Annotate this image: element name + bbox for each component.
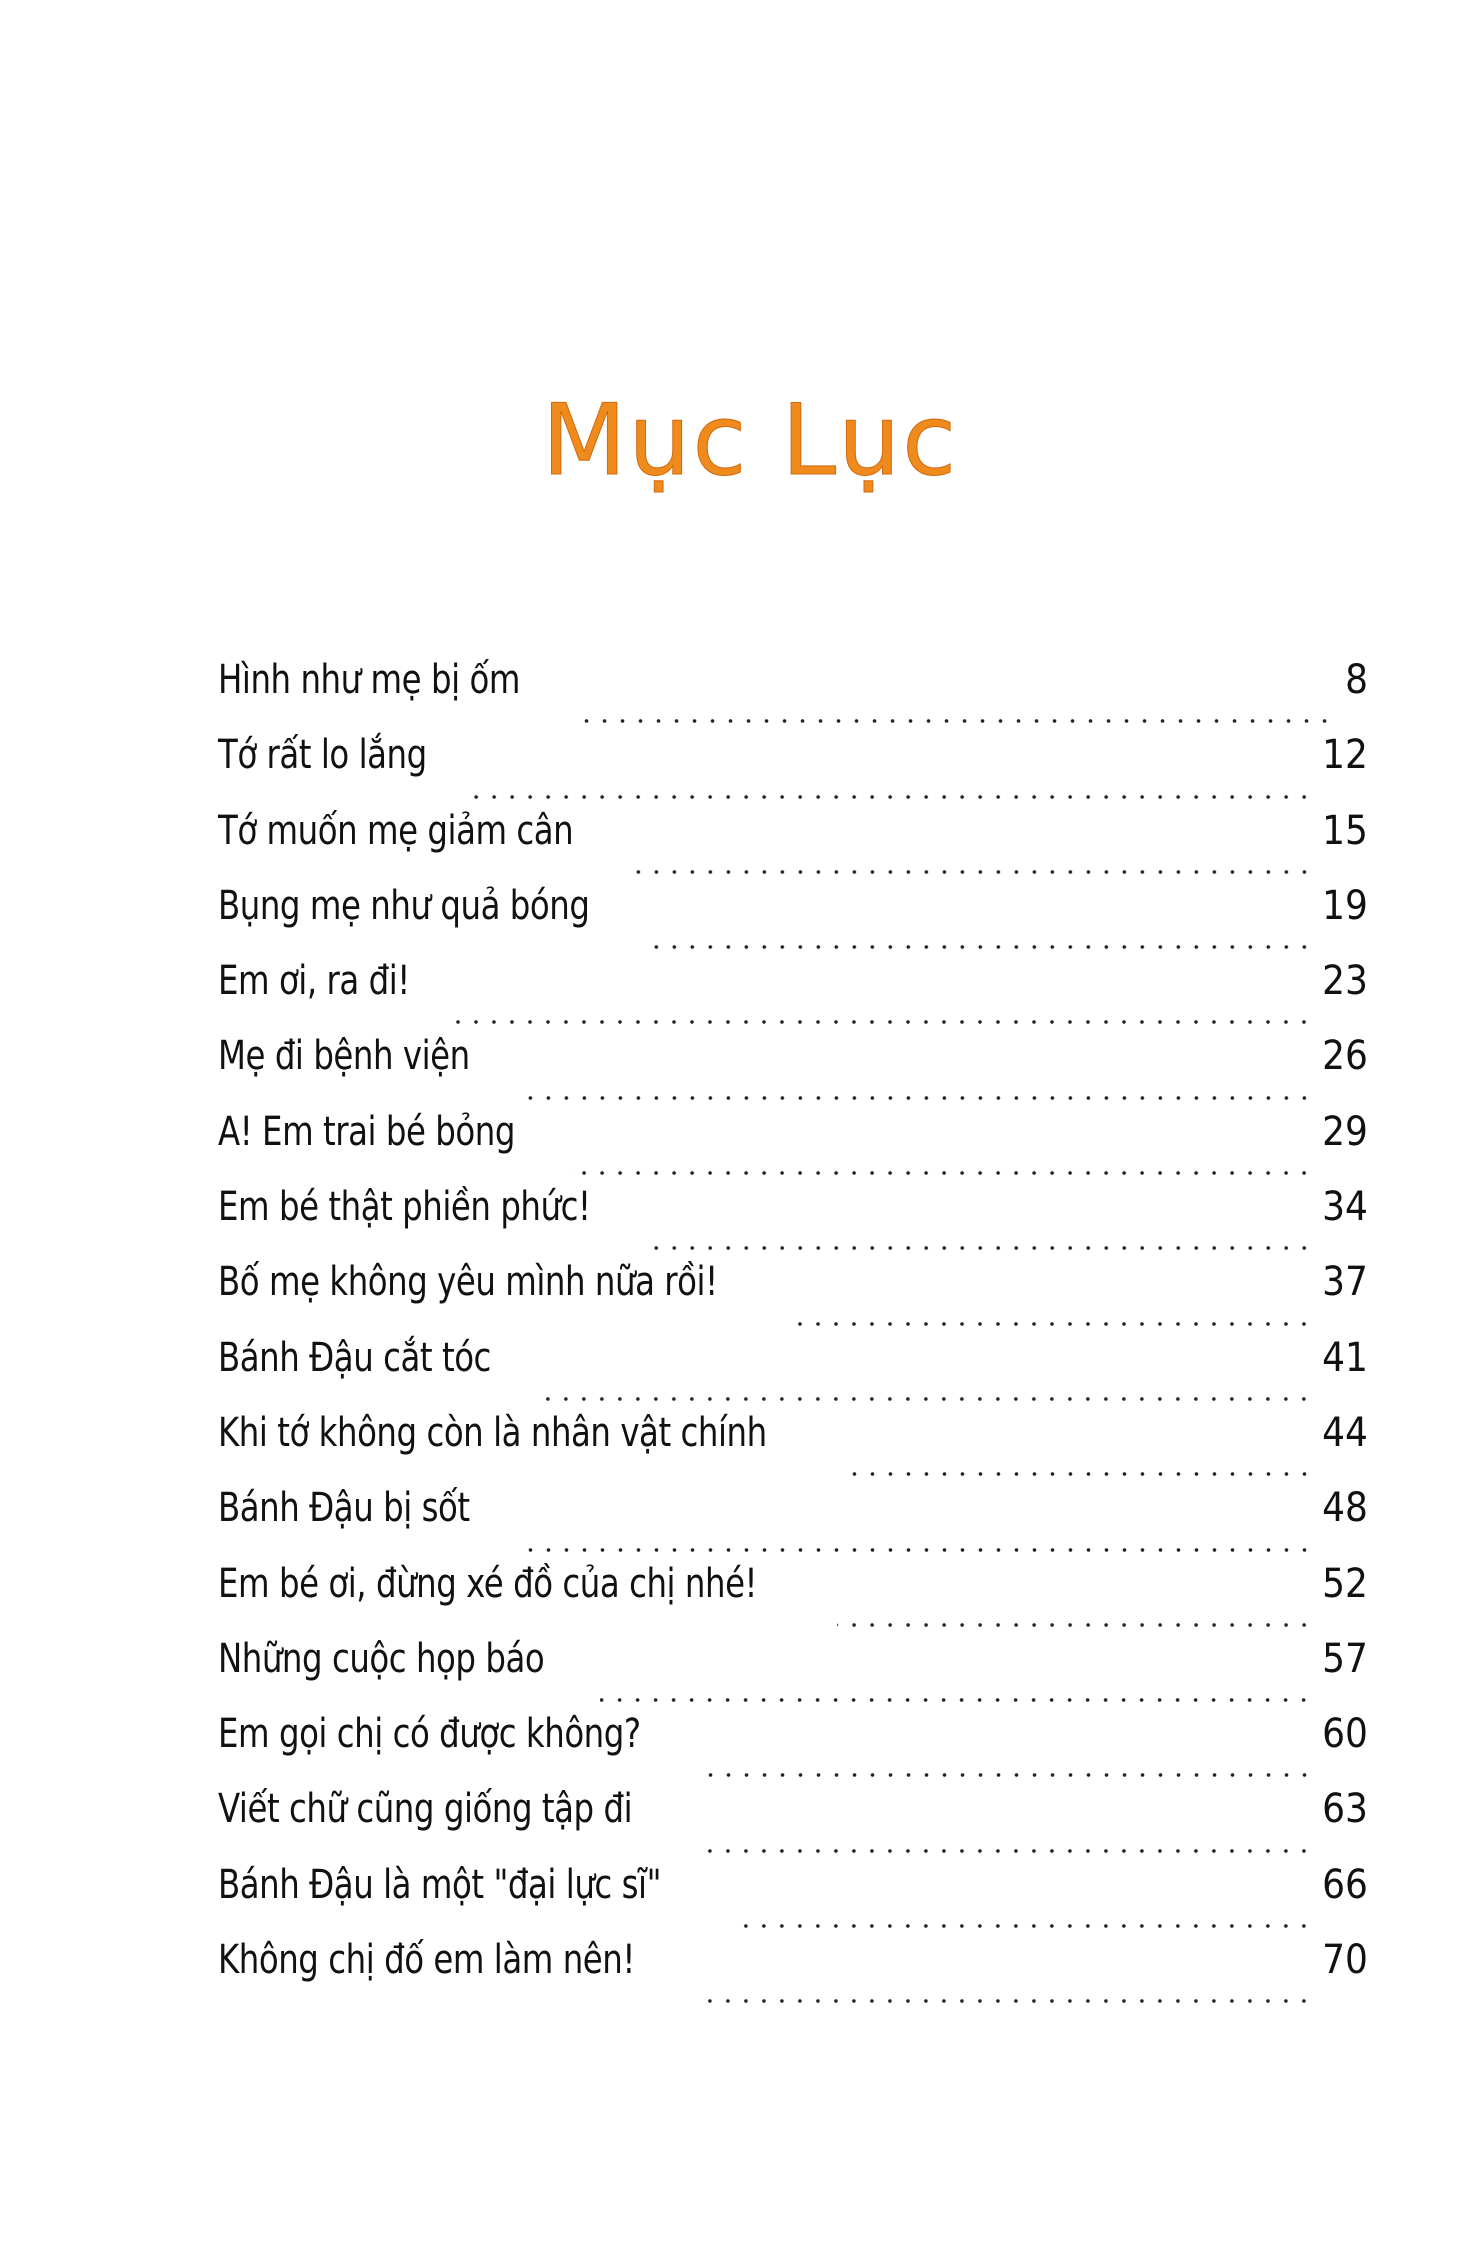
toc-entry [218, 732, 1368, 810]
toc-entry [218, 1635, 1368, 1714]
toc-entry-page: 66 [1322, 1861, 1368, 1908]
toc-entry-title: Em bé thật phiền phức! [218, 1184, 591, 1231]
dot-leader [701, 1999, 1313, 2003]
dot-leader [541, 1397, 1313, 1401]
toc-entry [218, 1108, 1368, 1187]
toc-entry-page: 57 [1322, 1635, 1368, 1682]
toc-entry-title: Bánh Đậu cắt tóc [218, 1334, 491, 1381]
toc-entry-title: Viết chữ cũng giống tập đi [218, 1786, 633, 1833]
dot-leader [451, 1020, 1313, 1024]
toc-entry-page: 12 [1322, 732, 1368, 779]
toc-entry [218, 882, 1368, 961]
dot-leader [793, 1322, 1313, 1326]
toc-entry-page: 48 [1322, 1485, 1368, 1532]
toc-entry [218, 1786, 1368, 1864]
toc-entry-title: A! Em trai bé bỏng [218, 1108, 515, 1155]
toc-entry-title: Bụng mẹ như quả bóng [218, 882, 590, 929]
page-title: Mục Lục [541, 383, 959, 498]
toc-entry [218, 1711, 1368, 1789]
dot-leader [708, 1773, 1314, 1777]
dot-leader [600, 1698, 1313, 1702]
toc-entry-page: 19 [1322, 882, 1368, 929]
dot-leader [568, 1171, 1313, 1175]
toc-entry-page: 60 [1322, 1711, 1368, 1758]
toc-entry-title: Bố mẹ không yêu mình nữa rồi! [218, 1259, 718, 1306]
toc-entry-page: 26 [1322, 1033, 1368, 1080]
dot-leader [730, 1924, 1313, 1928]
toc-entry-page: 8 [1345, 657, 1368, 703]
toc-entry [218, 1334, 1368, 1413]
toc-entry-page: 34 [1322, 1184, 1368, 1231]
toc-entry-title: Bánh Đậu là một "đại lực sĩ" [218, 1861, 662, 1908]
toc-entry-page: 52 [1322, 1560, 1368, 1607]
toc-entry [218, 1184, 1368, 1262]
toc-entry [218, 1861, 1368, 1940]
dot-leader [470, 795, 1313, 799]
toc-entry-page: 15 [1322, 807, 1368, 854]
toc-entry [218, 1560, 1368, 1639]
toc-entry [218, 1485, 1368, 1563]
toc-entry-title: Hình như mẹ bị ốm [218, 657, 520, 703]
dot-leader [698, 1849, 1313, 1853]
toc-entry [218, 1033, 1368, 1111]
toc-entry-page: 70 [1322, 1937, 1368, 1984]
dot-leader [651, 945, 1313, 949]
toc-entry-title: Tớ muốn mẹ giảm cân [218, 807, 574, 854]
dot-leader [848, 1472, 1313, 1476]
dot-leader [518, 1548, 1313, 1552]
toc-entry-page: 37 [1322, 1259, 1368, 1306]
toc-entry-title: Em bé ơi, đừng xé đồ của chị nhé! [218, 1560, 758, 1607]
toc-entry-title: Tớ rất lo lắng [218, 732, 427, 779]
toc-entry-title: Khi tớ không còn là nhân vật chính [218, 1409, 767, 1456]
table-of-contents [218, 657, 1368, 2015]
toc-entry-page: 44 [1322, 1409, 1368, 1456]
toc-entry-page: 23 [1322, 958, 1368, 1005]
toc-entry-page: 29 [1322, 1108, 1368, 1155]
toc-entry-page: 41 [1322, 1334, 1368, 1381]
toc-entry [218, 1409, 1368, 1488]
toc-entry-title: Em gọi chị có được không? [218, 1711, 641, 1758]
toc-entry [218, 958, 1368, 1036]
dot-leader [837, 1623, 1313, 1627]
toc-entry-page: 63 [1322, 1786, 1368, 1833]
toc-entry-title: Bánh Đậu bị sốt [218, 1485, 470, 1532]
toc-entry [218, 657, 1368, 735]
toc-entry-title: Mẹ đi bệnh viện [218, 1033, 470, 1080]
dot-leader [518, 1096, 1313, 1100]
dot-leader [573, 719, 1334, 723]
toc-entry-title: Không chị đố em làm nên! [218, 1937, 635, 1984]
toc-entry-title: Những cuộc họp báo [218, 1635, 545, 1682]
dot-leader [633, 870, 1313, 874]
dot-leader [652, 1246, 1313, 1250]
toc-entry [218, 807, 1368, 886]
toc-entry [218, 1259, 1368, 1337]
toc-entry-title: Em ơi, ra đi! [218, 958, 410, 1005]
toc-entry [218, 1937, 1368, 2015]
